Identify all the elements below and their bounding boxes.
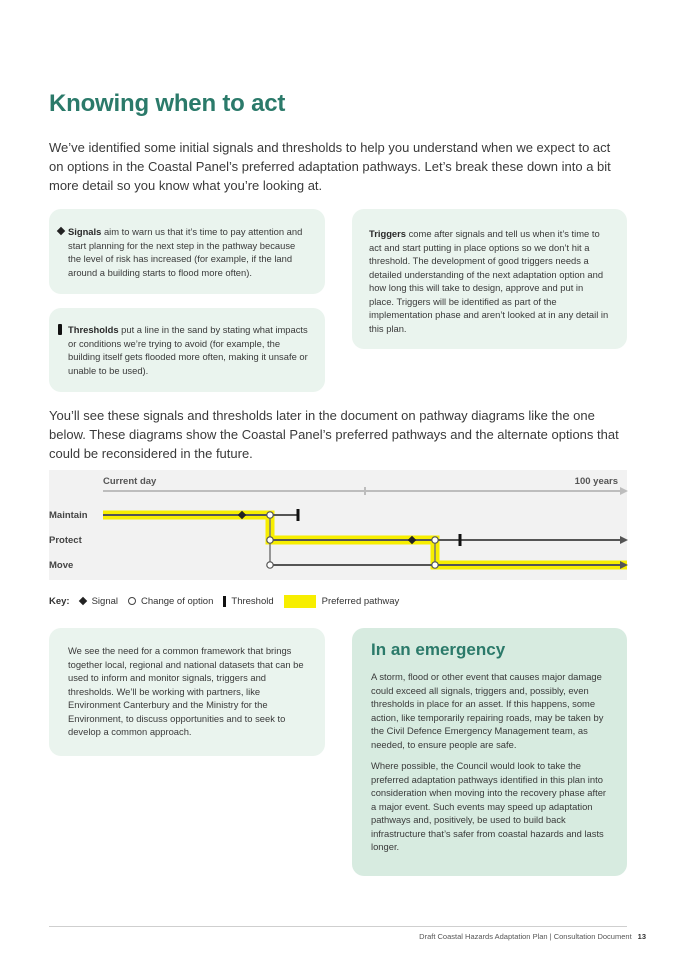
timeline-end-label: 100 years [574, 476, 618, 487]
legend-signal-label: Signal [91, 595, 119, 607]
legend-preferred [284, 595, 400, 608]
change-option-circle [267, 562, 273, 568]
legend-signal [78, 596, 118, 607]
threshold-bar-icon [58, 324, 62, 335]
row-label-protect: Protect [49, 535, 82, 546]
footer-document-title: Draft Coastal Hazards Adaptation Plan | Consultation Document [419, 932, 632, 941]
footer-divider [49, 926, 627, 927]
page-number: 13 [637, 932, 646, 941]
triggers-definition: come after signals and tell us when it’s time to act and start putting in place options so we don’t hit a threshold. The development of good triggers needs a detailed understanding of the next adaptation option and how long this will take to design, approve and put in place. Triggers will be identified as part of the implementation phase and aren’t looked at in any detail in this plan. [369, 228, 609, 334]
emergency-card [352, 628, 627, 876]
diagram-intro-paragraph: You’ll see these signals and thresholds later in the document on pathway diagrams like the one below. These diagrams show the Coastal Panel’s preferred pathways and the alternate options that could be reconsidered in the future. [49, 408, 619, 461]
thresholds-card [49, 308, 325, 392]
page-footer [419, 932, 646, 941]
framework-text: We see the need for a common framework that brings together local, regional and national datasets that can be used to inform and monitor signals, triggers and thresholds. We’ll be working with partners, like Environment Canterbury and the Ministry for the Environment, to discuss opportunities and to seek to develop a common approach. [68, 645, 304, 737]
change-option-circle [267, 537, 273, 543]
diagram-legend [49, 594, 409, 608]
thresholds-term: Thresholds [68, 324, 119, 335]
change-option-circle [432, 537, 438, 543]
emergency-heading: In an emergency [371, 640, 506, 659]
legend-threshold [223, 596, 273, 607]
legend-key-label: Key: [49, 595, 70, 607]
signal-diamond-icon [57, 227, 65, 235]
intro-paragraph: We’ve identified some initial signals and thresholds to help you understand when we expect to act on options in the Coastal Panel’s preferred adaptation pathways. Let’s break these down into a bit more detail so you know what you’re looking at. [49, 140, 611, 193]
timeline-start-label: Current day [103, 476, 157, 487]
triggers-card [352, 209, 627, 349]
row-label-move: Move [49, 560, 74, 571]
thresholds-definition: put a line in the sand by stating what impacts or conditions we’re trying to avoid (for example, the building itself gets flooded more often, making it unsafe or unable to be used). [68, 324, 308, 376]
signals-term: Signals [68, 226, 102, 237]
preferred-pathway-swatch [284, 595, 316, 608]
signal-diamond-icon [78, 597, 86, 605]
legend-preferred-label: Preferred pathway [321, 595, 400, 607]
pathway-diagram [0, 468, 675, 583]
legend-change-label: Change of option [141, 595, 214, 607]
signals-card [49, 209, 325, 294]
emergency-paragraph-2: Where possible, the Council would look to take the preferred adaptation pathways identified in this plan into consideration when moving into the recovery phase after a major event. Such events may speed up adaptation pathways and, positively, be used to build back infrastructure that’s safer from coastal hazards and lasts longer. [371, 760, 607, 852]
change-option-circle [267, 512, 273, 518]
framework-card [49, 628, 325, 756]
change-option-circle [432, 562, 438, 568]
threshold-bar-icon [223, 596, 226, 607]
legend-change [128, 596, 213, 607]
legend-threshold-label: Threshold [231, 595, 274, 607]
emergency-paragraph-1: A storm, flood or other event that causes major damage could exceed all signals, triggers and, possibly, even thresholds in place for an asset. If this happens, some action, like temporarily repairing roads, may be taken by the Civil Defence Emergency Management team, as needed, to ensure people are safe. [371, 671, 604, 750]
page-title: Knowing when to act [49, 90, 286, 117]
triggers-term: Triggers [369, 228, 406, 239]
row-label-maintain: Maintain [49, 510, 88, 521]
signals-definition: aim to warn us that it’s time to pay attention and start planning for the next step in the pathway because the level of risk has increased (for example, if the land around a building starts to flood more often). [68, 226, 303, 278]
change-option-circle-icon [128, 597, 136, 605]
